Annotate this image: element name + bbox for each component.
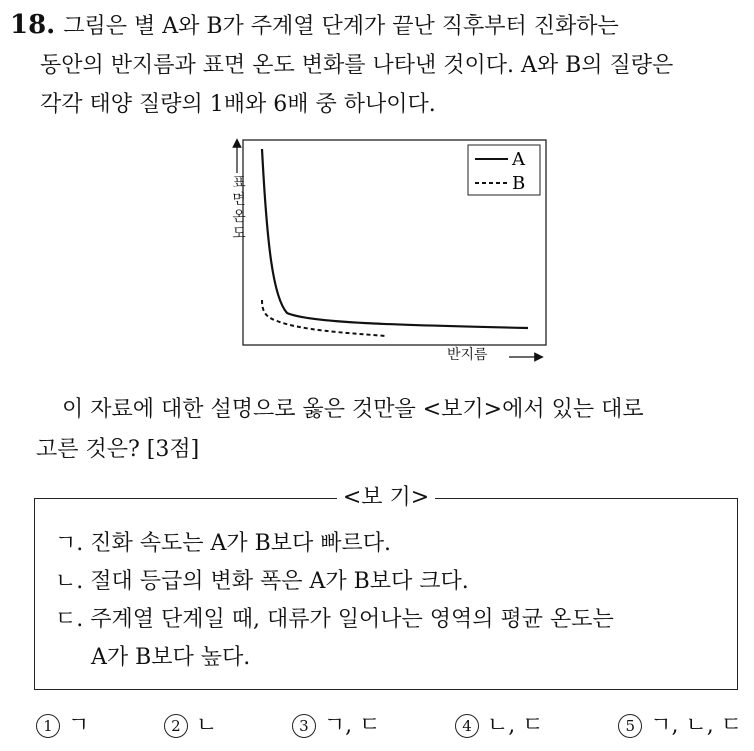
bogi-item-digeut: ㄷ. 주계열 단계일 때, 대류가 일어나는 영역의 평균 온도는 (55, 607, 614, 632)
bogi-title-text: <보 기> (337, 485, 435, 510)
choice-number-circle: 1 (36, 714, 60, 738)
bogi-item-nieun: ㄴ. 절대 등급의 변화 폭은 A가 B보다 크다. (55, 569, 469, 594)
choice-3[interactable] (292, 708, 381, 744)
question-number: 18. (10, 10, 56, 40)
bogi-items (55, 525, 721, 677)
question-line (10, 6, 746, 46)
prompt-line: 이 자료에 대한 설명으로 옳은 것만을 <보기>에서 있는 대로 (62, 397, 644, 422)
choice-5[interactable] (618, 708, 742, 744)
choice-1[interactable] (36, 708, 89, 744)
radius-temperature-graph (215, 135, 555, 375)
choice-text: ㄴ, ㄷ (487, 713, 544, 738)
choice-text: ㄱ (68, 713, 90, 738)
choice-number-circle: 3 (292, 714, 316, 738)
question-line: 동안의 반지름과 표면 온도 변화를 나타낸 것이다. A와 B의 질량은 (40, 53, 674, 78)
choice-text: ㄱ, ㄴ, ㄷ (650, 713, 742, 738)
choice-number-circle: 4 (455, 714, 479, 738)
bogi-box (34, 485, 738, 690)
graph-canvas (215, 135, 555, 375)
choice-number-circle: 2 (164, 714, 188, 738)
bogi-title (35, 485, 737, 511)
legend-label-b: B (512, 173, 526, 194)
curve-b (262, 300, 387, 336)
question-line: 각각 태양 질량의 1배와 6배 중 하나이다. (40, 92, 436, 117)
question-line-text: 그림은 별 A와 B가 주계열 단계가 끝난 직후부터 진화하는 (63, 14, 619, 39)
choice-text: ㄱ, ㄷ (323, 713, 381, 738)
legend-box (468, 145, 540, 195)
choice-number-circle: 5 (618, 714, 642, 738)
choice-text: ㄴ (195, 713, 218, 738)
legend-label-a: A (512, 149, 525, 170)
answer-choices (36, 708, 742, 744)
prompt-text (36, 390, 741, 470)
prompt-line: 고른 것은? [3점] (36, 437, 200, 462)
x-axis-label: 반지름 (447, 347, 488, 363)
question-text (10, 6, 746, 124)
choice-2[interactable] (164, 708, 217, 744)
bogi-item-digeut-continued: A가 B보다 높다. (91, 645, 251, 670)
y-axis-label: 표면 온도 (232, 175, 251, 242)
bogi-item-giyeok: ㄱ. 진화 속도는 A가 B보다 빠르다. (55, 531, 392, 556)
choice-4[interactable] (455, 708, 544, 744)
